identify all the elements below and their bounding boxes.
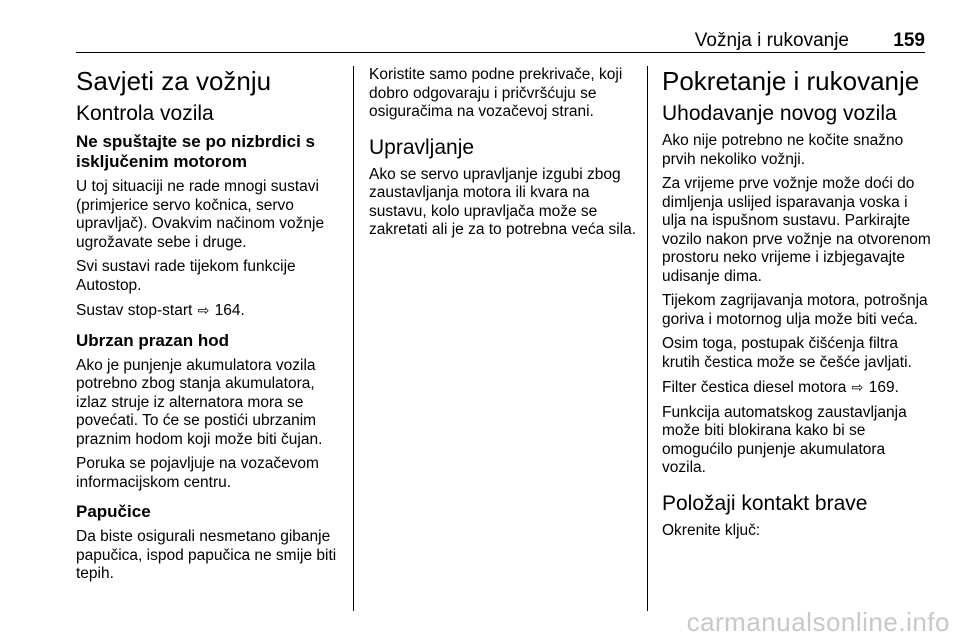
subsection-title-vehicle-control: Kontrola vozila — [76, 102, 214, 125]
paragraph: Da biste osigurali nesmetano gibanje papučica, ispod papučica ne smije biti tepih. — [76, 528, 337, 582]
page-number: 159 — [893, 30, 925, 51]
ref-text: Sustav stop-start — [76, 302, 193, 319]
page-ref-arrow-icon: ⇨ — [197, 302, 210, 318]
paragraph-diesel-filter-ref — [662, 378, 932, 398]
paragraph: Okrenite ključ: — [662, 521, 761, 539]
paragraph: Svi sustavi rade tijekom funkcije Autostop. — [76, 258, 296, 294]
paragraph: Ako je punjenje akumulatora vozila potrebno zbog stanja akumulatora, izlaz struje iz alternatora mora se povećati. To će se postići ubrzanim praznim hodom koji može biti čujan. — [76, 356, 323, 448]
paragraph: Poruka se pojavljuje na vozačevom informacijskom centru. — [76, 455, 319, 491]
paragraph: Tijekom zagrijavanja motora, potrošnja goriva i motornog ulja može biti veća. — [662, 292, 928, 328]
section-title-starting-operating: Pokretanje i rukovanje — [662, 66, 920, 96]
subsection-title-steering: Upravljanje — [369, 135, 475, 159]
ref-text: Filter čestica diesel motora — [662, 379, 847, 396]
paragraph: U toj situaciji ne rade mnogi sustavi (primjerice servo kočnica, servo upravljač). Ovakvim načinom vožnje ugrožavate sebe i druge. — [76, 178, 325, 251]
subsection-title-ignition-positions: Položaji kontakt brave — [662, 491, 868, 515]
subsection-title-running-in: Uhodavanje novog vozila — [662, 102, 897, 125]
chapter-title: Vožnja i rukovanje — [694, 30, 849, 51]
paragraph: Ako se servo upravljanje izgubi zbog zaustavljanja motora ili kvara na sustavu, kolo upravljača može se zakretati ali je za to potrebna veća sila. — [369, 165, 637, 238]
paragraph: Ako nije potrebno ne kočite snažno prvih nekoliko vožnji. — [662, 132, 904, 168]
page-ref-arrow-icon: ⇨ — [851, 379, 864, 395]
paragraph: Koristite samo podne prekrivače, koji dobro odgovaraju i pričvršćuju se osiguračima na vozačevoj strani. — [369, 66, 623, 120]
page-header — [76, 28, 925, 53]
page-ref-link[interactable]: 169. — [868, 379, 899, 396]
heading-no-coasting: Ne spuštajte se po nizbrdici s isključenim motorom — [76, 132, 316, 171]
watermark: carmanualsonline.info — [686, 607, 950, 637]
column-3 — [662, 66, 932, 546]
column-divider-2 — [647, 66, 648, 611]
paragraph: Osim toga, postupak čišćenja filtra krutih čestica može se češće javljati. — [662, 335, 912, 371]
page-ref-link[interactable]: 164. — [214, 302, 245, 319]
heading-idle-speed: Ubrzan prazan hod — [76, 330, 230, 350]
paragraph-stop-start-ref — [76, 301, 344, 321]
column-2 — [369, 66, 637, 246]
section-title-driving-tips: Savjeti za vožnju — [76, 66, 272, 96]
paragraph: Funkcija automatskog zaustavljanja može biti blokirana kako bi se omogućilo punjenje akumulatora vozila. — [662, 403, 907, 476]
heading-pedals: Papučice — [76, 502, 151, 521]
column-1 — [76, 66, 344, 590]
column-divider-1 — [353, 66, 354, 611]
paragraph: Za vrijeme prve vožnje može doći do dimljenja uslijed isparavanja voska i ulja na ispušnom sustavu. Parkirajte vozilo nakon prve vožnje na otvorenom prostoru neko vrijeme i izbjegavajte udisanje dima. — [662, 175, 931, 285]
